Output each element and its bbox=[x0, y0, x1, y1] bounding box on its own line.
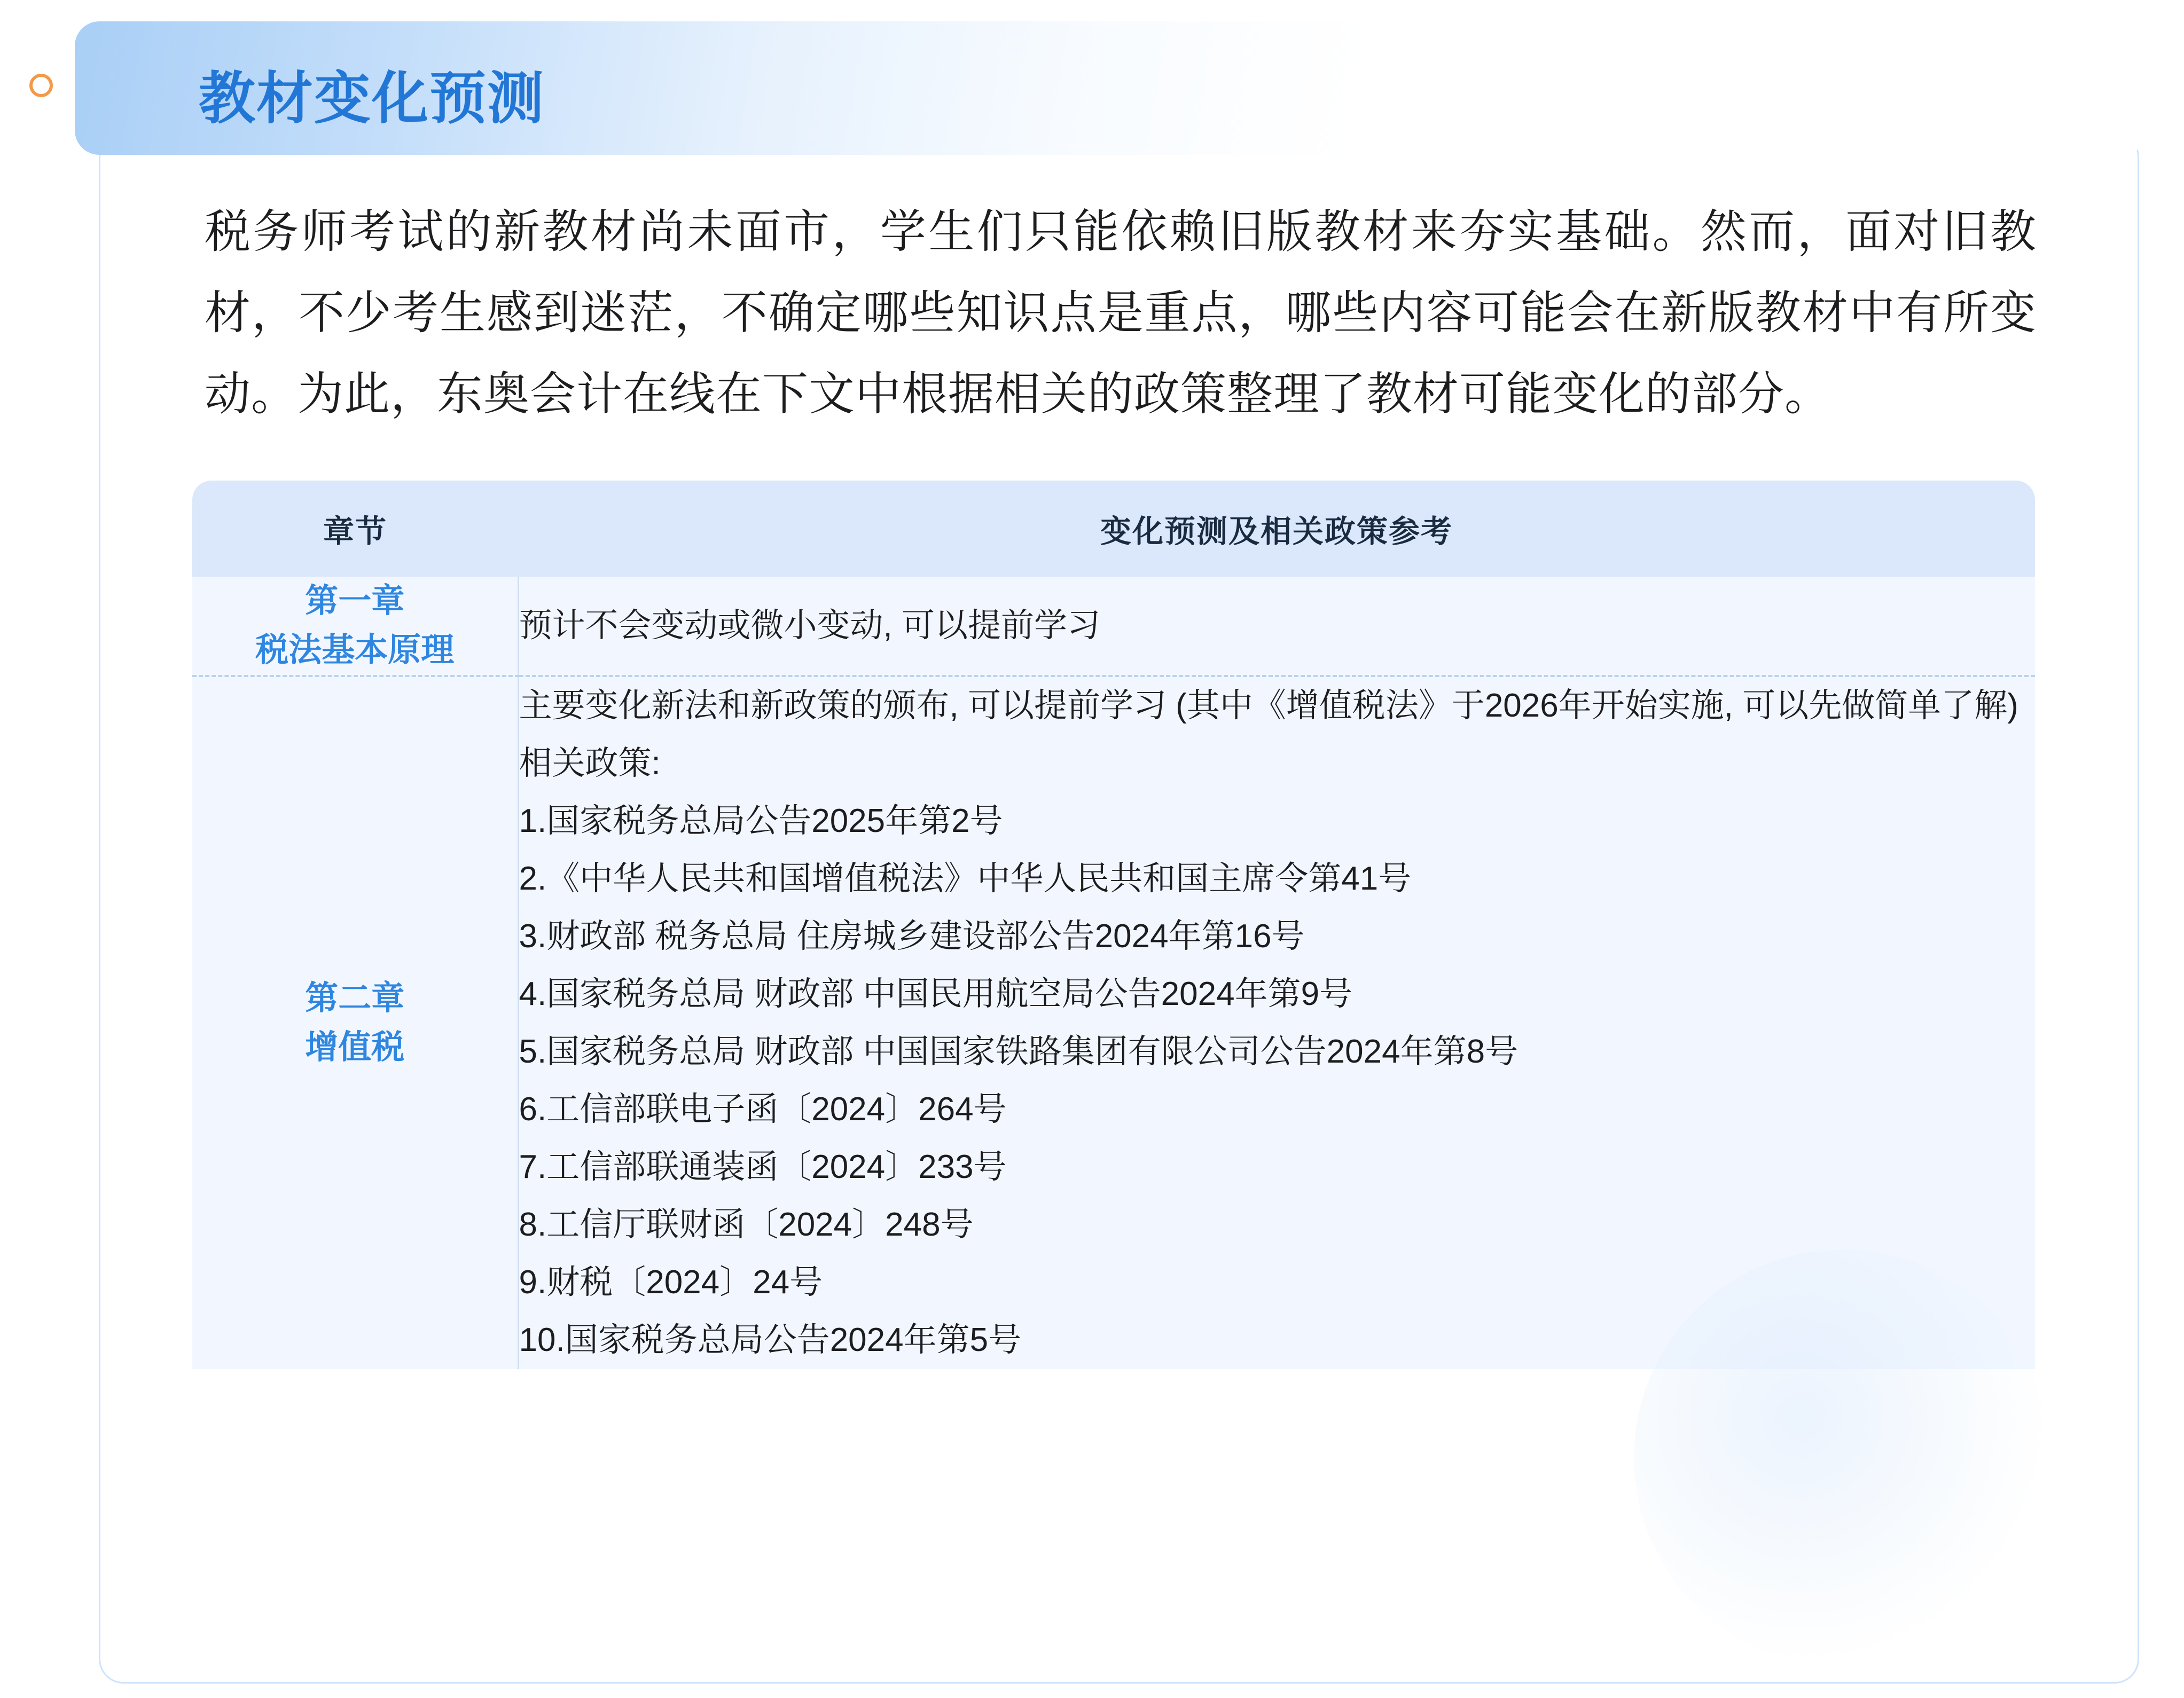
policy-item: 7.工信部联通装函〔2024〕233号 bbox=[519, 1149, 1007, 1185]
prediction-line: 预计不会变动或微小变动, 可以提前学习 bbox=[519, 607, 1100, 644]
chapter-subtitle-line: 增值税 bbox=[305, 1029, 405, 1066]
page-title: 教材变化预测 bbox=[199, 67, 545, 130]
table-row bbox=[192, 577, 2035, 676]
table-header-row bbox=[192, 481, 2035, 577]
chapter-subtitle-line: 税法基本原理 bbox=[255, 632, 455, 669]
table-body bbox=[192, 577, 2035, 1369]
prediction-cell bbox=[518, 577, 2035, 676]
chapter-title-line: 第一章 bbox=[305, 583, 405, 619]
prediction-cell bbox=[518, 676, 2035, 1369]
prediction-line: 主要变化新法和新政策的颁布, 可以提前学习 (其中《增值税法》于2026年开始实施, 可以先做简单了解) bbox=[519, 687, 2018, 724]
chapter-cell bbox=[192, 577, 518, 676]
policy-item: 2.《中华人民共和国增值税法》中华人民共和国主席令第41号 bbox=[519, 860, 1412, 897]
table-row bbox=[192, 676, 2035, 1369]
section-header-pill bbox=[75, 21, 2147, 155]
table-header bbox=[192, 481, 2035, 577]
change-prediction-table-wrapper bbox=[192, 481, 2035, 1369]
column-header-prediction: 变化预测及相关政策参考 bbox=[518, 481, 2035, 577]
chapter-title-line: 第二章 bbox=[305, 980, 405, 1017]
change-prediction-table bbox=[192, 481, 2035, 1369]
intro-paragraph: 税务师考试的新教材尚未面市，学生们只能依赖旧版教材来夯实基础。然而，面对旧教材，不少考生感到迷茫，不确定哪些知识点是重点，哪些内容可能会在新版教材中有所变动。为此，东奥会计在线在下文中根据相关的政策整理了教材可能变化的部分。 bbox=[205, 206, 2037, 420]
circle-outline-icon bbox=[29, 74, 53, 97]
chapter-cell bbox=[192, 676, 518, 1369]
policy-item: 4.国家税务总局 财政部 中国民用航空局公告2024年第9号 bbox=[519, 976, 1353, 1012]
policy-item: 5.国家税务总局 财政部 中国国家铁路集团有限公司公告2024年第8号 bbox=[519, 1033, 1518, 1070]
policy-item: 6.工信部联电子函〔2024〕264号 bbox=[519, 1091, 1007, 1128]
column-header-chapter: 章节 bbox=[192, 481, 518, 577]
policy-item: 8.工信厅联财函〔2024〕248号 bbox=[519, 1206, 974, 1243]
policy-item: 9.财税〔2024〕24号 bbox=[519, 1264, 823, 1301]
policy-item: 1.国家税务总局公告2025年第2号 bbox=[519, 803, 1003, 839]
prediction-line: 相关政策: bbox=[519, 745, 661, 782]
policy-item: 3.财政部 税务总局 住房城乡建设部公告2024年第16号 bbox=[519, 918, 1305, 955]
policy-item: 10.国家税务总局公告2024年第5号 bbox=[519, 1322, 1022, 1358]
